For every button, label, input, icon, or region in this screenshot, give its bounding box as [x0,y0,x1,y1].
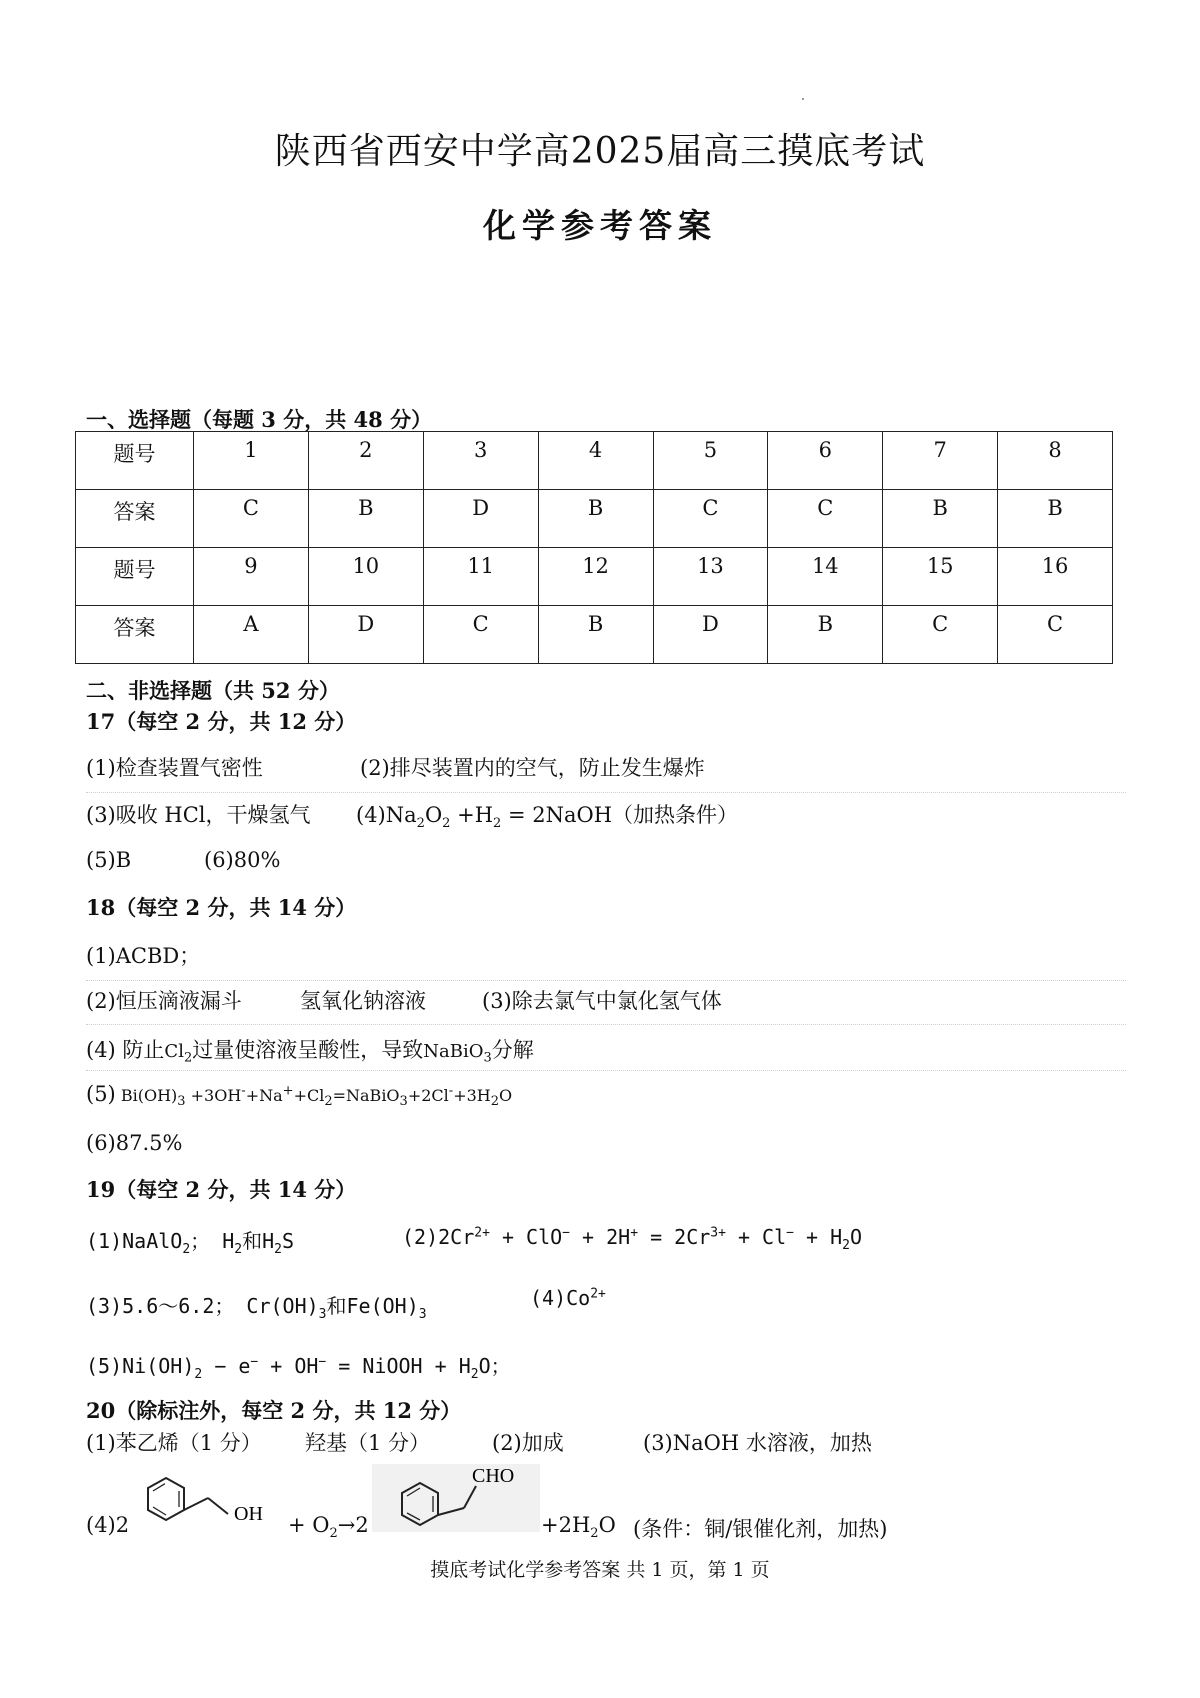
section2-heading: 二、非选择题（共 52 分） [86,678,340,703]
q18-heading: 18（每空 2 分，共 14 分） [86,895,357,920]
table-cell: 8 [998,432,1113,490]
section1-heading: 一、选择题（每题 3 分，共 48 分） [86,407,433,432]
table-cell: B [308,490,423,548]
dotted-rule [86,792,1126,793]
table-cell: 16 [998,548,1113,606]
q19-heading: 19（每空 2 分，共 14 分） [86,1177,357,1202]
scan-speck [802,98,804,100]
table-cell: 1 [194,432,309,490]
page-title: 陕西省西安中学高2025届高三摸底考试 [274,131,926,172]
table-cell: 9 [194,548,309,606]
table-cell: 7 [883,432,998,490]
q17-answer-5: (5)B [86,848,132,872]
q19-answer-4: $(4)Co^{2+}$ [530,1286,606,1310]
q20-answer-4-mid: + $O_2\to 2$ [288,1513,369,1542]
table-cell: D [423,490,538,548]
row-label: 答案 [76,606,194,664]
q17-heading: 17（每空 2 分，共 12 分） [86,709,357,734]
row-label: 题号 [76,548,194,606]
table-cell: 5 [653,432,768,490]
dotted-rule [86,980,1126,981]
row-label: 答案 [76,490,194,548]
q17-answer-2: (2)排尽装置内的空气，防止发生爆炸 [360,756,705,780]
cho-label: CHO [472,1465,515,1487]
q17-answer-4: $(4)Na_2O_2 +H_2$ = 2NaOH（加热条件） [356,803,739,832]
table-cell: 12 [538,548,653,606]
q20-answer-2: (2)加成 [492,1431,564,1455]
q17-answer-6: (6)80% [204,848,281,872]
answer-table [75,431,1113,664]
table-cell: C [883,606,998,664]
table-cell: B [998,490,1113,548]
dotted-rule [86,1070,1126,1071]
page-subtitle: 化学参考答案 [483,206,717,245]
table-cell: 14 [768,548,883,606]
table-cell: 2 [308,432,423,490]
q20-answer-1: (1)苯乙烯（1 分） [86,1431,262,1455]
table-cell: 6 [768,432,883,490]
q20-answer-1b: 羟基（1 分） [305,1431,431,1455]
page-footer: 摸底考试化学参考答案 共 1 页，第 1 页 [430,1559,770,1581]
table-cell: C [194,490,309,548]
q19-answer-2: $(2)2Cr^{2+} + ClO^- + 2H^+ = 2Cr^{3+} + Cl^- + H_2O$ [402,1225,863,1253]
q18-answer-2a: (2)恒压滴液漏斗 [86,989,242,1013]
q20-heading: 20（除标注外，每空 2 分，共 12 分） [86,1398,462,1423]
table-cell: 10 [308,548,423,606]
table-cell: D [308,606,423,664]
q19-answer-3: (3)5.6～6.2； $Cr(OH)_3$和$Fe(OH)_3$ [86,1294,427,1322]
table-cell: B [883,490,998,548]
table-cell: D [653,606,768,664]
q20-answer-4-condition: (条件：铜/银催化剂，加热) [633,1517,888,1541]
phenylacetaldehyde-structure-icon [372,1458,542,1538]
row-label: 题号 [76,432,194,490]
q18-answer-6: (6)87.5% [86,1131,183,1155]
table-row [76,490,1113,548]
q19-answer-1: (1)NaAlO$_2$； $H_2$和$H_2S$ [86,1229,294,1257]
q18-answer-2b: 氢氧化钠溶液 [300,989,426,1013]
q20-answer-4-suffix: $+2H_2O$ [541,1513,616,1542]
q18-answer-5: (5) $Bi(OH)_3$ $+3OH^-+Na^++Cl_2=NaBiO_3+2Cl^-+3H_2O$ [86,1082,513,1110]
q18-answer-3: (3)除去氯气中氯化氢气体 [482,989,722,1013]
table-cell: 3 [423,432,538,490]
table-cell: B [538,490,653,548]
table-cell: C [768,490,883,548]
table-cell: B [768,606,883,664]
q20-answer-3: (3)NaOH 水溶液，加热 [643,1431,872,1455]
table-cell: B [538,606,653,664]
benzyl-alcohol-structure-icon [128,1468,288,1543]
q17-answer-1: (1)检查装置气密性 [86,756,263,780]
q17-answer-3: (3)吸收 HCl，干燥氢气 [86,803,311,827]
table-row [76,432,1113,490]
q18-answer-4: (4) 防止$Cl_2$过量使溶液呈酸性，导致NaBiO$_3$分解 [86,1038,534,1066]
q18-answer-1: (1)ACBD； [86,944,201,968]
table-cell: C [653,490,768,548]
table-cell: A [194,606,309,664]
oh-label: OH [234,1503,263,1525]
table-cell: 11 [423,548,538,606]
table-cell: 13 [653,548,768,606]
table-cell: C [998,606,1113,664]
dotted-rule [86,1024,1126,1025]
table-cell: 15 [883,548,998,606]
table-row [76,606,1113,664]
table-row [76,548,1113,606]
q20-answer-4-label: (4)2 [86,1513,130,1537]
table-cell: 4 [538,432,653,490]
q19-answer-5: $(5)Ni(OH)_2 - e^- + OH^-$ = NiOOH + $H_2O$； [86,1354,511,1382]
table-cell: C [423,606,538,664]
